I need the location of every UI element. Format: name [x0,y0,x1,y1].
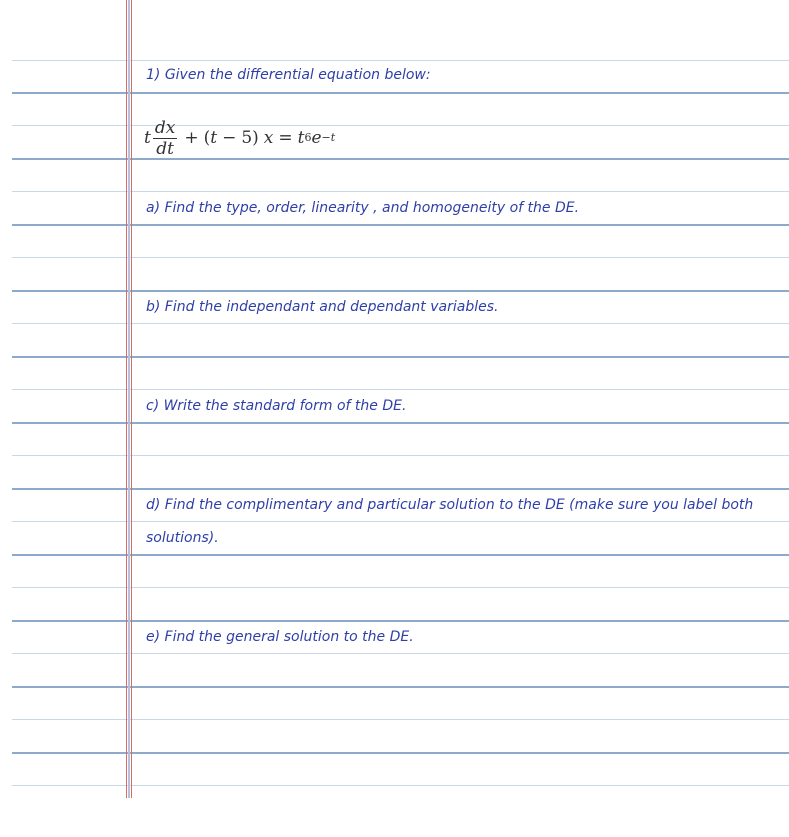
eq-frac-denominator: dt [156,138,174,159]
eq-paren-open: ( [203,128,211,148]
eq-lead-var: t [144,128,151,148]
problem-intro: 1) Given the differential equation below: [146,67,431,83]
margin-line-left [126,0,127,798]
part-b-text: b) Find the independant and dependant variables. [146,299,499,315]
eq-rhs-e: e [311,128,322,148]
eq-five: 5 [241,128,253,148]
eq-rhs-t: t [297,128,305,148]
part-a-text: a) Find the type, order, linearity , and homogeneity of the DE. [146,200,580,216]
part-d-text: d) Find the complimentary and particular solution to the DE (make sure you label both [146,497,754,513]
eq-minus: − [222,128,237,148]
part-c-text: c) Write the standard form of the DE. [146,398,407,414]
eq-derivative-fraction [153,118,177,159]
eq-paren-close: ) [252,128,259,148]
part-e-text: e) Find the general solution to the DE. [146,629,414,645]
eq-plus: + [184,128,199,148]
eq-equals: = [278,128,293,148]
eq-frac-numerator: dx [154,117,176,138]
margin-line-middle [128,0,130,798]
eq-t-var: t [210,128,218,148]
part-d-text-continued: solutions). [146,530,219,546]
differential-equation: t $\frac{dx}{dt}$ + ( t − 5 ) x = t 6 e −t [144,117,336,159]
eq-x-var: x [263,128,274,148]
margin-line-right [131,0,132,798]
